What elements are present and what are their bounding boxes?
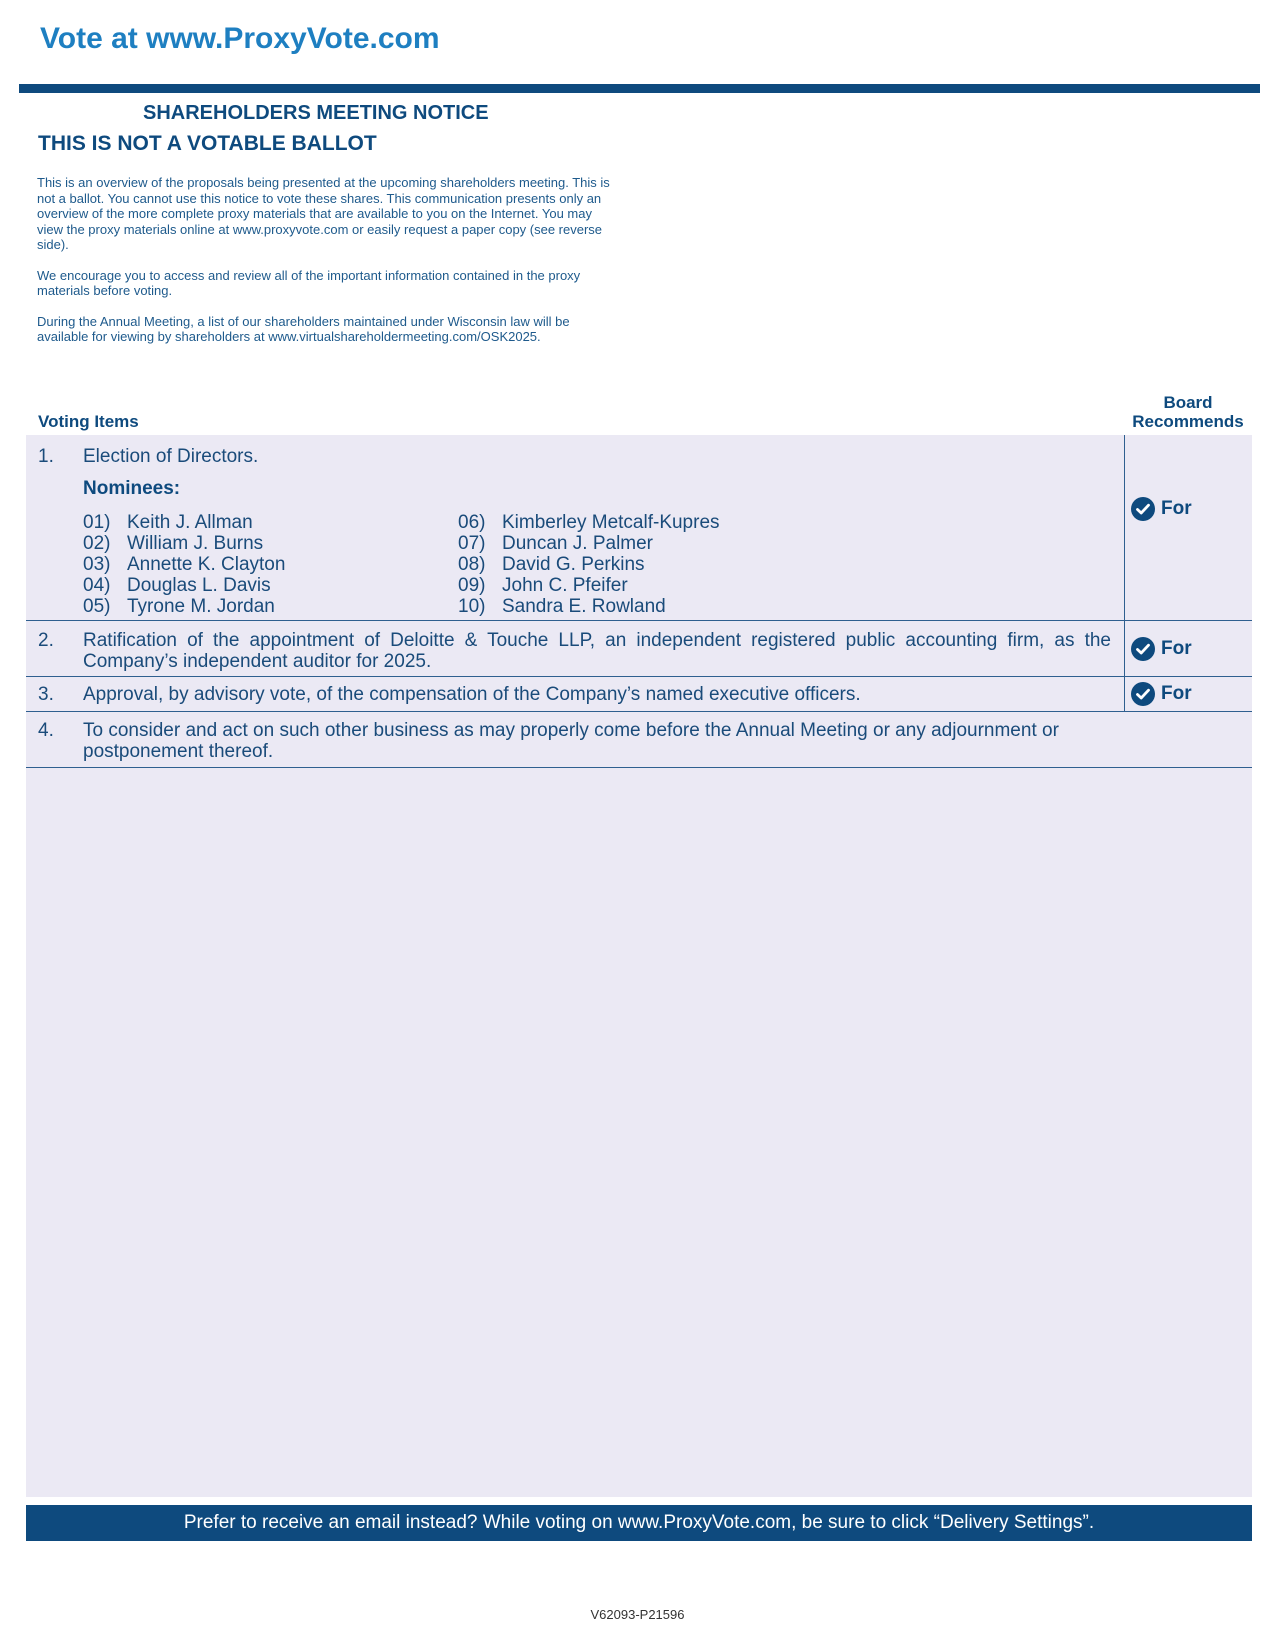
nominee-number: 01) (83, 512, 111, 533)
nominees-label: Nominees: (83, 478, 181, 499)
recommendation-label: For (1161, 498, 1192, 519)
item-text: Ratification of the appointment of Deloitte & Touche LLP, an independent registered public accounting firm, as the Company’s independent auditor for 2025. (83, 630, 1111, 672)
item-text: Election of Directors. (83, 446, 259, 467)
intro-paragraph: This is an overview of the proposals being presented at the upcoming shareholders meeting. This is not a ballot. You cannot use this notice to vote these shares. This communication presents only an overview of the more complete proxy materials that are available to you on the Internet. You may view the proxy materials online at www.proxyvote.com or easily request a paper copy (see reverse side). (37, 175, 610, 252)
nominee (458, 575, 628, 596)
nominee (458, 512, 720, 533)
board-recommendation (1124, 621, 1252, 676)
page-title: Vote at www.ProxyVote.com (40, 22, 440, 55)
notice-title: SHAREHOLDERS MEETING NOTICE (143, 102, 489, 124)
nominee-number: 03) (83, 554, 111, 575)
nominee (458, 596, 666, 617)
board-recommends-header (1123, 393, 1253, 431)
document-code: V62093-P21596 (590, 1607, 685, 1622)
item-number: 2. (38, 630, 54, 651)
nominee (83, 533, 263, 554)
item-text: To consider and act on such other business as may properly come before the Annual Meeting or any adjournment or postponement thereof. (83, 720, 1059, 762)
recommendation-label: For (1161, 638, 1192, 659)
recommendation-for (1131, 637, 1192, 661)
item-number: 3. (38, 684, 54, 705)
nominee-name: Tyrone M. Jordan (127, 596, 275, 617)
nominee-name: Sandra E. Rowland (502, 596, 666, 617)
recommendation-for (1131, 497, 1192, 521)
voting-item-4 (26, 712, 1252, 768)
nominee (83, 512, 253, 533)
check-circle-icon (1131, 497, 1155, 521)
board-recommendation (1124, 435, 1252, 620)
intro-paragraph: During the Annual Meeting, a list of our shareholders maintained under Wisconsin law will be available for viewing by shareholders at www.virtualshareholdermeeting.com/OSK2025. (37, 313, 570, 344)
nominee-name: Douglas L. Davis (127, 575, 271, 596)
nominee-number: 02) (83, 533, 111, 554)
voting-items-header: Voting Items (38, 412, 139, 431)
header-rule (19, 84, 1260, 93)
item-number: 4. (38, 720, 54, 741)
nominee (458, 554, 645, 575)
nominee-number: 06) (458, 512, 486, 533)
nominee-name: David G. Perkins (502, 554, 645, 575)
voting-item-3 (26, 677, 1252, 712)
item-number: 1. (38, 446, 54, 467)
nominee (83, 554, 285, 575)
nominee-number: 04) (83, 575, 111, 596)
recommendation-label: For (1161, 683, 1192, 704)
nominee-name: Keith J. Allman (127, 512, 253, 533)
nominee-name: John C. Pfeifer (502, 575, 628, 596)
nominee-name: Kimberley Metcalf-Kupres (502, 512, 720, 533)
board-header-line: Recommends (1132, 412, 1244, 431)
nominee-name: William J. Burns (127, 533, 264, 554)
intro-text (37, 175, 617, 360)
nominee (83, 596, 275, 617)
nominee (83, 575, 271, 596)
intro-paragraph: We encourage you to access and review all of the important information contained in the proxy materials before voting. (37, 267, 581, 298)
board-header-line: Board (1163, 393, 1213, 412)
nominee-number: 09) (458, 575, 486, 596)
item-text: Approval, by advisory vote, of the compensation of the Company’s named executive officers. (83, 684, 861, 705)
voting-item-2 (26, 621, 1252, 677)
nominee-name: Duncan J. Palmer (502, 533, 654, 554)
check-circle-icon (1131, 637, 1155, 661)
nominee-number: 05) (83, 596, 111, 617)
nominee-number: 08) (458, 554, 486, 575)
nominee (458, 533, 653, 554)
nominee-name: Annette K. Clayton (127, 554, 286, 575)
nominee-number: 07) (458, 533, 486, 554)
notice-subtitle: THIS IS NOT A VOTABLE BALLOT (38, 132, 377, 155)
nominee-number: 10) (458, 596, 486, 617)
voting-item-1 (26, 435, 1252, 621)
recommendation-for (1131, 682, 1192, 706)
delivery-settings-banner: Prefer to receive an email instead? While voting on www.ProxyVote.com, be sure to click “Delivery Settings”. (26, 1505, 1252, 1541)
check-circle-icon (1131, 682, 1155, 706)
board-recommendation (1124, 677, 1252, 711)
